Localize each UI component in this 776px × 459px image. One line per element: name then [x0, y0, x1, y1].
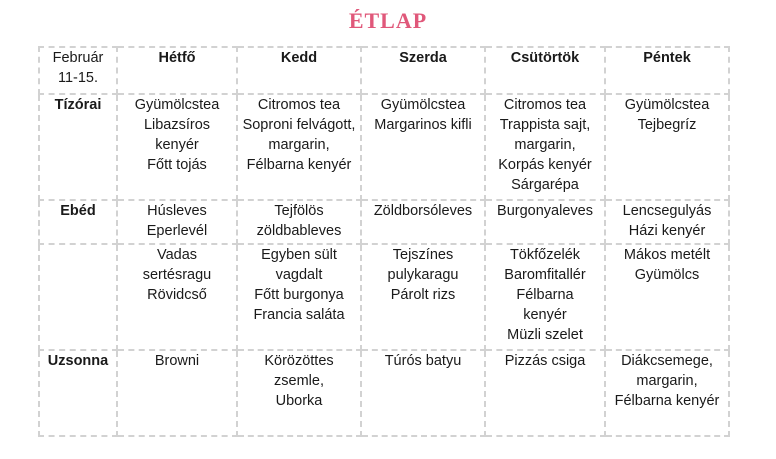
- menu-cell: [605, 200, 729, 244]
- meal-row-ebed: [39, 200, 729, 244]
- meal-label: [39, 244, 117, 350]
- day-header-wednesday: Szerda: [361, 47, 485, 94]
- menu-cell: [117, 244, 237, 350]
- menu-item-line: Félbarna kenyér: [246, 157, 352, 173]
- menu-item-line: margarin,: [636, 373, 698, 389]
- page-title: ÉTLAP: [348, 8, 428, 33]
- date-days: 11-15.: [57, 70, 99, 86]
- menu-item-line: Francia saláta: [253, 307, 345, 323]
- menu-cell: [605, 244, 729, 350]
- menu-cell: [485, 94, 605, 200]
- menu-table: [38, 46, 730, 437]
- menu-item-line: Zöldborsóleves: [373, 203, 473, 219]
- menu-item-line: Félbarna: [516, 287, 574, 303]
- menu-item-line: pulykaragu: [387, 267, 459, 283]
- menu-cell: [361, 244, 485, 350]
- menu-cell: [361, 94, 485, 200]
- meal-label: Tízórai: [39, 94, 117, 200]
- menu-cell: [237, 244, 361, 350]
- menu-cell: [605, 94, 729, 200]
- menu-cell: [485, 200, 605, 244]
- menu-item-line: zsemle,: [274, 373, 324, 389]
- menu-item-line: kenyér: [155, 137, 199, 153]
- meal-row-tizorai: [39, 94, 729, 200]
- menu-item-line: Müzli szelet: [507, 327, 583, 343]
- menu-cell: [117, 200, 237, 244]
- menu-item-line: Margarinos kifli: [374, 117, 472, 133]
- menu-item-line: Sárgarépa: [511, 177, 579, 193]
- menu-item-line: Eperlevél: [146, 223, 208, 239]
- menu-item-line: Főtt burgonya: [254, 287, 344, 303]
- meal-row-ebed-main: [39, 244, 729, 350]
- menu-item-line: sertésragu: [142, 267, 212, 283]
- menu-cell: [605, 350, 729, 436]
- menu-item-line: Tökfőzelék: [509, 247, 581, 263]
- menu-cell: [237, 200, 361, 244]
- menu-item-line: margarin,: [514, 137, 576, 153]
- menu-item-line: Mákos metélt: [623, 247, 711, 263]
- menu-cell: [485, 350, 605, 436]
- menu-item-line: kenyér: [523, 307, 567, 323]
- menu-item-line: Tejszínes: [392, 247, 454, 263]
- menu-item-line: Gyümölcstea: [134, 97, 220, 113]
- header-row: [39, 47, 729, 94]
- menu-cell: [237, 350, 361, 436]
- menu-cell: [117, 350, 237, 436]
- menu-item-line: Lencsegulyás: [622, 203, 712, 219]
- menu-item-line: Körözöttes: [264, 353, 334, 369]
- menu-item-line: margarin,: [268, 137, 330, 153]
- menu-item-line: Libazsíros: [143, 117, 211, 133]
- menu-item-line: vagdalt: [275, 267, 323, 283]
- menu-item-line: Félbarna kenyér: [614, 393, 720, 409]
- menu-item-line: Tejbegríz: [637, 117, 697, 133]
- menu-item-line: Citromos tea: [503, 97, 587, 113]
- menu-item-line: Egyben sült: [261, 247, 337, 263]
- menu-item-line: Uborka: [275, 393, 323, 409]
- menu-item-line: Browni: [154, 353, 200, 369]
- day-header-thursday: Csütörtök: [485, 47, 605, 94]
- menu-item-line: Korpás kenyér: [498, 157, 592, 173]
- menu-cell: [485, 244, 605, 350]
- menu-item-line: Húsleves: [147, 203, 207, 219]
- menu-item-line: Burgonyaleves: [497, 203, 593, 219]
- menu-item-line: zöldbableves: [256, 223, 342, 239]
- menu-item-line: Gyümölcstea: [624, 97, 710, 113]
- menu-item-line: Soproni felvágott,: [242, 117, 356, 133]
- menu-item-line: Vadas: [156, 247, 198, 263]
- menu-item-line: Házi kenyér: [628, 223, 706, 239]
- date-range-cell: [39, 47, 117, 94]
- day-header-friday: Péntek: [605, 47, 729, 94]
- menu-cell: [361, 350, 485, 436]
- menu-item-line: Rövidcső: [147, 287, 207, 303]
- menu-item-line: Gyümölcs: [634, 267, 700, 283]
- menu-item-line: Főtt tojás: [147, 157, 207, 173]
- meal-label: Ebéd: [39, 200, 117, 244]
- menu-cell: [117, 94, 237, 200]
- day-header-monday: Hétfő: [117, 47, 237, 94]
- meal-row-uzsonna: [39, 350, 729, 436]
- menu-item-line: Túrós batyu: [384, 353, 462, 369]
- menu-cell: [237, 94, 361, 200]
- meal-label: Uzsonna: [39, 350, 117, 436]
- menu-item-line: Pizzás csiga: [504, 353, 586, 369]
- menu-item-line: Trappista sajt,: [499, 117, 591, 133]
- date-month: Február: [52, 50, 104, 66]
- menu-item-line: Tejfölös: [274, 203, 324, 219]
- menu-item-line: Gyümölcstea: [380, 97, 466, 113]
- menu-item-line: Párolt rizs: [390, 287, 456, 303]
- menu-item-line: Citromos tea: [257, 97, 341, 113]
- menu-item-line: Baromfitallér: [504, 267, 586, 283]
- day-header-tuesday: Kedd: [237, 47, 361, 94]
- menu-item-line: Diákcsemege,: [621, 353, 713, 369]
- menu-cell: [361, 200, 485, 244]
